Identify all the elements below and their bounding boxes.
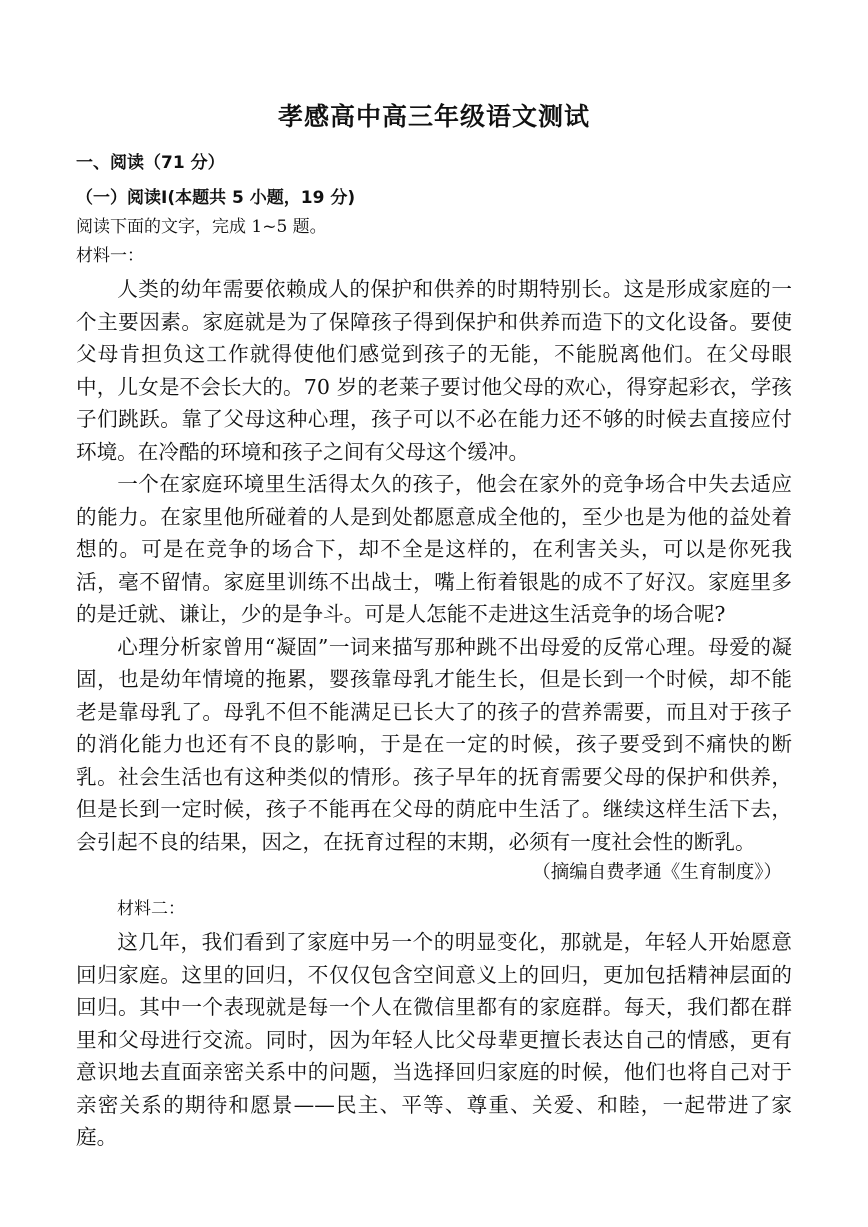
- material-one-source: （摘编自费孝通《生育制度》）: [532, 862, 782, 883]
- subsection-heading: （一）阅读Ⅰ(本题共 5 小题，19 分): [76, 188, 356, 208]
- material-one-paragraph: 人类的幼年需要依赖成人的保护和供养的时期特别长。这是形成家庭的一个主要因素。家庭就是为了保障孩子得到保护和供养而造下的文化设备。要使父母肯担负这工作就得使他们感觉到孩子的无能，不能脱离他们。在父母眼中，儿女是不会长大的。70 岁的老莱子要讨他父母的欢心，得穿起彩衣，学孩子们跳跃。靠了父母这种心理，孩子可以不必在能力还不够的时候去直接应付环境。在冷酷的环境和孩子之间有父母这个缓冲。: [76, 277, 792, 464]
- page-title: 孝感高中高三年级语文测试: [277, 102, 590, 131]
- instruction-text: 阅读下面的文字，完成 1~5 题。: [76, 217, 327, 237]
- material-one-paragraph: 一个在家庭环境里生活得太久的孩子，他会在家外的竞争场合中失去适应的能力。在家里他所碰着的人是到处都愿意成全他的，至少也是为他的益处着想的。可是在竞争的场合下，却不全是这样的，在利害关头，可以是你死我活，毫不留情。家庭里训练不出战士，嘴上衔着银匙的成不了好汉。家庭里多的是迁就、谦让，少的是争斗。可是人怎能不走进这生活竞争的场合呢?: [76, 472, 792, 626]
- material-two-paragraph: 这几年，我们看到了家庭中另一个的明显变化，那就是，年轻人开始愿意回归家庭。这里的回归，不仅仅包含空间意义上的回归，更加包括精神层面的回归。其中一个表现就是每一个人在微信里都有的家庭群。每天，我们都在群里和父母进行交流。同时，因为年轻人比父母辈更擅长表达自己的情感，更有意识地去直面亲密关系中的问题，当选择回归家庭的时候，他们也将自己对于亲密关系的期待和愿景——民主、平等、尊重、关爱、和睦，一起带进了家庭。: [76, 930, 792, 1149]
- section-heading: 一、阅读（71 分）: [76, 153, 225, 173]
- material-one-label: 材料一：: [76, 246, 144, 266]
- material-one-paragraph: 心理分析家曾用“凝固”一词来描写那种跳不出母爱的反常心理。母爱的凝固，也是幼年情境的拖累，婴孩靠母乳才能生长，但是长到一个时候，却不能老是靠母乳了。母乳不但不能满足已长大了的孩子的营养需要，而且对于孩子的消化能力也还有不良的影响，于是在一定的时候，孩子要受到不痛快的断乳。社会生活也有这种类似的情形。孩子早年的抚育需要父母的保护和供养，但是长到一定时候，孩子不能再在父母的荫庇中生活了。继续这样生活下去，会引起不良的结果，因之，在抚育过程的末期，必须有一度社会性的断乳。: [76, 634, 792, 854]
- material-two-label: 材料二：: [117, 899, 185, 919]
- exam-page: [76, 100, 792, 1154]
